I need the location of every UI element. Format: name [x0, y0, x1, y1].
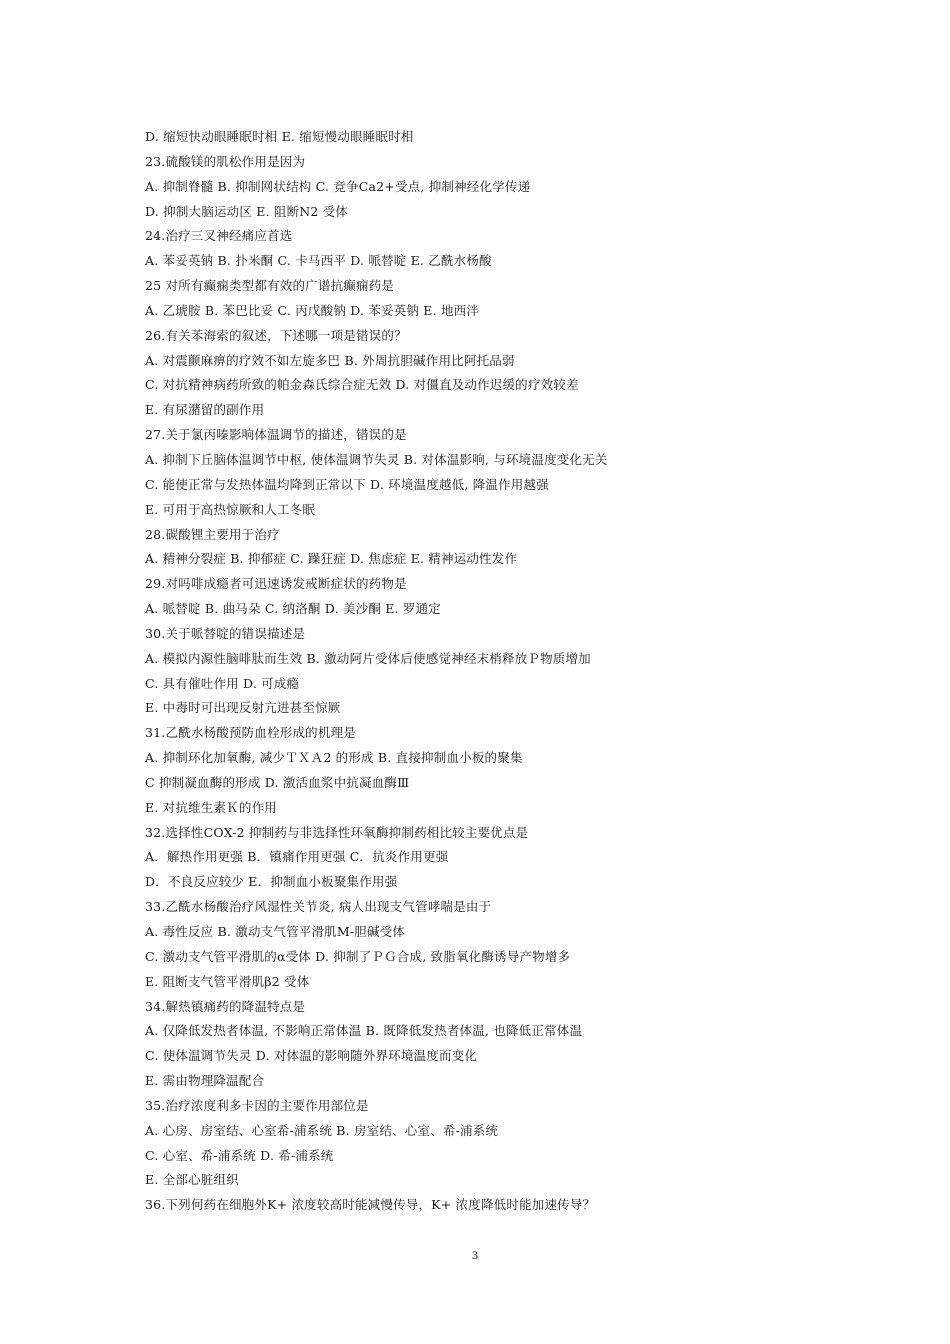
- text-line: 35.治疗浓度利多卡因的主要作用部位是: [145, 1097, 369, 1113]
- text-line: 30.关于哌替啶的错误描述是: [145, 625, 306, 641]
- text-line: A. 苯妥英钠 B. 扑米酮 C. 卡马西平 D. 哌替啶 E. 乙酰水杨酸: [145, 253, 492, 269]
- text-line: E. 中毒时可出现反射亢进甚至惊厥: [145, 700, 341, 716]
- text-line: 23.硫酸镁的肌松作用是因为: [145, 153, 306, 169]
- text-line: C. 心室、希-浦系统 D. 希-浦系统: [145, 1147, 334, 1163]
- text-line: 31.乙酰水杨酸预防血栓形成的机理是: [145, 725, 356, 741]
- text-line: E. 阻断支气管平滑肌β2 受体: [145, 973, 310, 989]
- text-line: A．解热作用更强 B．镇痛作用更强 C．抗炎作用更强: [145, 849, 449, 865]
- text-line: A. 心房、房室结、心室希-浦系统 B. 房室结、心室、希-浦系统: [145, 1122, 499, 1138]
- text-line: C. 使体温调节失灵 D. 对体温的影响随外界环境温度而变化: [145, 1048, 478, 1064]
- text-line: D．不良反应较少 E．抑制血小板聚集作用强: [145, 874, 398, 890]
- text-line: 33.乙酰水杨酸治疗风湿性关节炎, 病人出现支气管哮喘是由于: [145, 899, 492, 915]
- text-line: A. 乙琥胺 B. 苯巴比妥 C. 丙戊酸钠 D. 苯妥英钠 E. 地西泮: [145, 302, 480, 318]
- text-line: 28.碳酸锂主要用于治疗: [145, 526, 280, 542]
- text-line: C. 具有催吐作用 D. 可成瘾: [145, 675, 300, 691]
- text-line: A. 抑制环化加氧酶, 减少ＴＸＡ2 的形成 B. 直接抑制血小板的聚集: [145, 750, 523, 766]
- text-line: A. 哌替啶 B. 曲马朵 C. 纳洛酮 D. 美沙酮 E. 罗通定: [145, 601, 441, 617]
- text-line: C 抑制凝血酶的形成 D. 激活血浆中抗凝血酶Ⅲ: [145, 774, 410, 790]
- text-line: A. 毒性反应 B. 激动支气管平滑肌M-胆碱受体: [145, 924, 406, 939]
- text-line: 26.有关苯海索的叙述，下述哪一项是错误的？: [145, 327, 407, 343]
- text-line: 27.关于氯丙嗪影响体温调节的描述，错误的是: [145, 427, 407, 443]
- text-line: 36.下列何药在细胞外K+ 浓度较高时能减慢传导，K+ 浓度降低时能加速传导？: [145, 1197, 596, 1213]
- text-line: A. 仅降低发热者体温, 不影响正常体温 B. 既降低发热者体温, 也降低正常体温: [145, 1023, 583, 1039]
- text-line: 34.解热镇痛药的降温特点是: [145, 998, 306, 1014]
- question-text-block: [145, 125, 845, 1218]
- text-line: D. 缩短快动眼睡眠时相 E. 缩短慢动眼睡眠时相: [145, 129, 414, 144]
- text-line: C. 能使正常与发热体温均降到正常以下 D. 环境温度越低, 降温作用越强: [145, 476, 549, 492]
- text-line: A. 对震颤麻痹的疗效不如左旋多巴 B. 外周抗胆碱作用比阿托品弱: [145, 352, 515, 368]
- text-line: E. 需由物理降温配合: [145, 1073, 265, 1089]
- text-line: A. 抑制脊髓 B. 抑制网状结构 C. 竞争Ca2+受点, 抑制神经化学传递: [145, 178, 531, 194]
- text-line: C. 激动支气管平滑肌的α受体 D. 抑制了ＰＧ合成, 致脂氧化酶诱导产物增多: [145, 948, 571, 964]
- text-line: 24.治疗三叉神经痛应首选: [145, 228, 293, 244]
- text-line: D. 抑制大脑运动区 E. 阻断N2 受体: [145, 203, 349, 219]
- text-line: 29.对吗啡成瘾者可迅速诱发戒断症状的药物是: [145, 576, 407, 592]
- text-line: A. 精神分裂症 B. 抑郁症 C. 躁狂症 D. 焦虑症 E. 精神运动性发作: [145, 551, 518, 567]
- text-line: E. 全部心脏组织: [145, 1172, 239, 1188]
- text-line: C. 对抗精神病药所致的帕金森氏综合症无效 D. 对僵直及动作迟缓的疗效较差: [145, 377, 579, 393]
- text-line: E. 对抗维生素Ｋ的作用: [145, 799, 277, 815]
- text-line: 32.选择性COX-2 抑制药与非选择性环氧酶抑制药相比较主要优点是: [145, 824, 529, 840]
- text-line: 25 对所有癫痫类型都有效的广谱抗癫痫药是: [145, 278, 395, 294]
- text-line: A. 模拟内源性脑啡肽而生效 B. 激动阿片受体后使感觉神经末梢释放Ｐ物质增加: [145, 650, 591, 666]
- text-line: E. 有尿潴留的副作用: [145, 402, 265, 418]
- text-line: A. 抑制下丘脑体温调节中枢, 使体温调节失灵 B. 对体温影响, 与环境温度变化无关: [145, 451, 608, 467]
- text-line: E. 可用于高热惊厥和人工冬眠: [145, 501, 316, 517]
- page-number: 3: [472, 1248, 478, 1262]
